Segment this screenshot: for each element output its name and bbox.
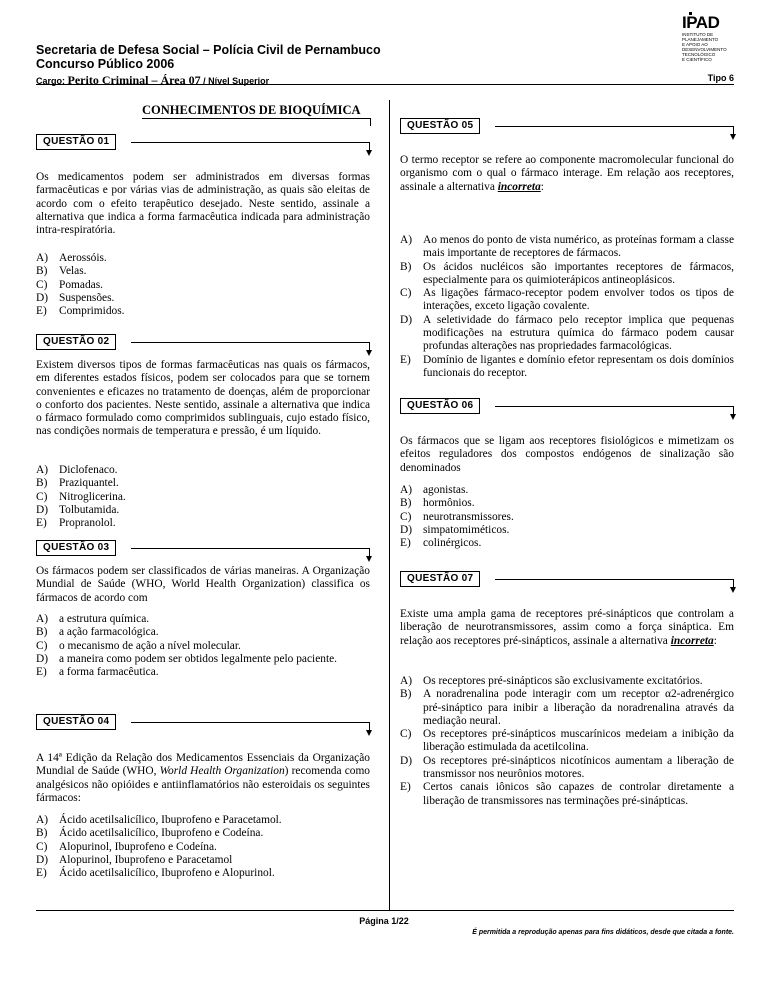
ipad-logo [682,14,738,70]
header-rule [36,84,734,85]
option-letter: C) [400,287,412,300]
option-text: a maneira como podem ser obtidos legalmente pelo paciente. [59,652,338,665]
option-letter: D) [36,291,49,304]
option-text: o mecanismo de ação a nível molecular. [59,639,241,652]
option-letter: B) [36,477,48,490]
option-text: hormônios. [423,497,475,510]
question-label: QUESTÃO 03 [36,540,116,556]
option-text: Domínio de ligantes e domínio efetor representam os dois domínios funcionais do receptor. [423,353,734,379]
options-list [36,464,370,530]
option-b[interactable] [400,688,734,728]
option-text: Suspensões. [59,291,115,304]
option-letter: E) [36,517,47,530]
option-text: Ácido acetilsalicílico, Ibuprofeno e Codeína. [59,827,264,840]
option-text: Os receptores pré-sinápticos muscarínicos medeiam a inibição da liberação estimulada da acetilcolina. [423,728,734,754]
option-letter: C) [36,840,48,853]
option-a[interactable] [400,234,734,261]
option-e[interactable] [36,666,370,679]
question-header [36,540,370,556]
options-list [36,613,370,679]
option-a[interactable] [36,252,370,265]
stem-text: O termo receptor se refere ao componente macromolecular funcional do organismo com o qual o fármaco interage. Em relação aos receptores, assinale a alternativa [400,154,734,193]
section-title-rule [142,118,370,119]
option-c[interactable] [36,491,370,504]
stem-emphasis: incorreta [497,180,541,193]
option-d[interactable] [400,755,734,782]
question-header [36,714,370,730]
option-e[interactable] [400,537,734,550]
stem-text: Existe uma ampla gama de receptores pré-sinápticos que controlam a liberação de neurotransmissores, assim como a força sináptica. Em relação aos receptores pré-sinápticos, assinale a alternativa [400,608,734,647]
cargo-level: / Nível Superior [200,76,270,86]
option-c[interactable] [36,841,370,854]
options-list [400,675,734,808]
option-letter: D) [36,652,49,665]
question-rule [131,142,370,143]
option-text: Alopurinol, Ibuprofeno e Paracetamol [59,853,233,866]
option-letter: B) [400,497,412,510]
arrow-down-icon [730,134,736,140]
option-letter: D) [400,754,413,767]
question-header [400,118,734,134]
option-b[interactable] [36,265,370,278]
left-column-rule [370,118,371,126]
question-label: QUESTÃO 02 [36,334,116,350]
option-text: Ao menos do ponto de vista numérico, as proteínas formam a classe mais importante de receptores de fármacos. [423,234,734,260]
option-e[interactable] [36,305,370,318]
logo-subtitle-line: INSTITUTO DE [682,32,714,37]
option-letter: B) [36,827,48,840]
question-header [36,134,370,150]
question-stem: Os fármacos podem ser classificados de várias maneiras. A Organização Mundial de Saúde (WHO, World Health Organization) classifica os fármacos de acordo com [36,565,370,604]
option-text: a ação farmacológica. [59,626,159,639]
stem-text: : [713,634,717,647]
options-list [400,234,734,380]
logo-subtitle-line: TECNOLÓGICO [682,52,716,58]
option-c[interactable] [400,728,734,755]
option-text: Alopurinol, Ibuprofeno e Codeína. [59,840,217,853]
question-header [400,571,734,587]
logo-subtitle-line: PLANEJAMENTO [682,37,719,43]
header-tipo: Tipo 6 [707,73,734,83]
option-text: Tolbutamida. [59,503,120,516]
option-a[interactable] [36,613,370,626]
option-letter: D) [400,313,413,326]
question-label: QUESTÃO 06 [400,398,480,414]
option-text: simpatomiméticos. [423,523,510,536]
header-exam: Concurso Público 2006 [36,57,175,71]
option-letter: B) [36,626,48,639]
option-letter: C) [36,639,48,652]
option-text: A seletividade do fármaco pelo receptor implica que pequenas modificações na estrutura química do fármaco podem causar profundas alterações nas propriedades farmacológicas. [423,313,734,353]
option-text: Certos canais iônicos são capazes de controlar diretamente a liberação de transmissores nas terminações pré-sinápticas. [423,781,734,807]
option-text: Praziquantel. [59,477,119,490]
option-letter: A) [36,464,49,476]
arrow-down-icon [730,587,736,593]
stem-italic: World Health Organization [159,765,285,778]
footer-note: É permitida a reprodução apenas para fins didáticos, desde que citada a fonte. [472,929,734,936]
stem-text: : [540,180,544,193]
option-text: Nitroglicerina. [59,490,126,503]
header-institution: Secretaria de Defesa Social – Polícia Civil de Pernambuco [36,43,381,57]
stem-text: ) recomenda como analgésicos não opióides e antiinflamatórios não esteroidais os seguintes fármacos: [36,765,370,804]
question-stem [400,608,734,648]
logo-subtitle-line: DESENVOLVIMENTO [682,47,727,53]
option-letter: D) [400,523,413,536]
option-d[interactable] [36,854,370,867]
option-letter: E) [36,867,47,880]
options-list [400,484,734,550]
question-rule [131,548,370,549]
option-letter: B) [400,260,412,273]
option-b[interactable] [36,477,370,490]
arrow-down-icon [366,556,372,562]
option-text: Ácido acetilsalicílico, Ibuprofeno e Alopurinol. [59,867,275,880]
logo-subtitle-line: E APOIO AO [682,42,708,48]
cargo-label: Cargo: [36,76,68,86]
option-letter: B) [36,265,48,278]
section-title: CONHECIMENTOS DE BIOQUÍMICA [142,103,361,117]
arrow-down-icon [366,350,372,356]
option-letter: C) [36,278,48,291]
option-text: colinérgicos. [423,537,482,550]
option-text: Velas. [59,265,87,278]
footer-rule [36,910,734,911]
option-c[interactable] [36,640,370,653]
option-text: Os receptores pré-sinápticos são exclusivamente excitatórios. [423,675,703,687]
option-letter: E) [400,781,411,794]
question-stem: Os medicamentos podem ser administrados em diversas formas farmacêuticas e por várias vias de administração, as quais são eleitas de acordo com o efeito terapêutico desejado. Neste sentido, assinale a alternativa que indica a forma farmacêutica indicada para administração intra-respiratória. [36,171,370,237]
option-letter: A) [36,252,49,264]
option-letter: E) [36,305,47,318]
option-e[interactable] [400,781,734,808]
option-e[interactable] [400,354,734,381]
option-b[interactable] [400,261,734,288]
option-text: As ligações fármaco-receptor podem envolver todos os tipos de interações, exceto ligação covalente. [423,287,734,313]
option-letter: E) [400,537,411,550]
option-text: agonistas. [423,484,469,496]
option-letter: C) [400,728,412,741]
option-letter: A) [36,613,49,625]
question-label: QUESTÃO 04 [36,714,116,730]
option-d[interactable] [400,314,734,354]
option-b[interactable] [36,827,370,840]
option-text: Pomadas. [59,278,103,291]
option-letter: A) [400,484,413,496]
option-letter: A) [36,814,49,826]
option-text: Aerossóis. [59,252,107,264]
logo-subtitle-line: E CIENTÍFICO [682,57,712,63]
options-list [36,814,370,880]
question-stem: Existem diversos tipos de formas farmacêuticas nas quais os fármacos, em diferentes estados físicos, podem ser colocados para que se tornem convenientes e eficazes no tratamento de doenças, além de proporcionar o conforto dos pacientes. Neste sentido, assinale a alternativa que indica o fármaco formulado como comprimidos sublinguais, cujo estado físico, nas condições normais de temperatura e pressão, é um líquido. [36,359,370,438]
option-letter: B) [400,688,412,701]
option-letter: D) [36,853,49,866]
question-rule [495,126,734,127]
option-c[interactable] [400,511,734,524]
column-divider [389,100,390,910]
page-number: Página 1/22 [359,916,409,926]
option-text: Propranolol. [59,517,116,530]
logo-name: IPAD [682,13,720,32]
option-b[interactable] [36,626,370,639]
option-text: a estrutura química. [59,613,150,625]
option-letter: A) [400,675,413,687]
option-letter: C) [36,490,48,503]
option-d[interactable] [36,292,370,305]
question-stem [36,752,370,805]
option-text: Os receptores pré-sinápticos nicotínicos aumentam a liberação de transmissor nos neurônios motores. [423,754,734,781]
cargo-value: Perito Criminal – Área 07 [67,73,201,87]
arrow-down-icon [366,150,372,156]
question-label: QUESTÃO 07 [400,571,480,587]
question-rule [131,722,370,723]
stem-emphasis: incorreta [670,634,714,647]
stem-text: A 14ª Edição da Relação dos Medicamentos Essenciais da Organização Mundial de Saúde (WHO, [36,752,370,778]
option-a[interactable] [36,814,370,827]
question-label: QUESTÃO 01 [36,134,116,150]
option-text: Diclofenaco. [59,464,118,476]
option-e[interactable] [36,517,370,530]
option-text: Comprimidos. [59,305,125,318]
option-a[interactable] [400,675,734,688]
option-letter: C) [400,510,412,523]
option-text: neurotransmissores. [423,510,514,523]
arrow-down-icon [730,414,736,420]
option-letter: D) [36,503,49,516]
option-letter: E) [36,666,47,679]
options-list [36,252,370,318]
option-text: Ácido acetilsalicílico, Ibuprofeno e Paracetamol. [59,814,282,826]
header-cargo [36,73,269,88]
option-text: Os ácidos nucléicos são importantes receptores de fármacos, especialmente para os quimioterápicos antineoplásicos. [423,260,734,286]
option-d[interactable] [400,524,734,537]
option-letter: E) [400,353,411,366]
option-text: a forma farmacêutica. [59,666,159,679]
option-b[interactable] [400,497,734,510]
question-stem: Os fármacos que se ligam aos receptores fisiológicos e mimetizam os efeitos reguladores dos compostos endógenos de sinalização são denominados [400,435,734,474]
option-letter: A) [400,234,413,246]
question-header [36,334,370,350]
option-c[interactable] [36,279,370,292]
question-stem [400,154,734,194]
option-text: A noradrenalina pode interagir com um receptor α2-adrenérgico pré-sináptico para inibir a liberação da noradrenalina através da mediação neural. [423,688,734,727]
option-d[interactable] [36,653,370,666]
option-d[interactable] [36,504,370,517]
option-c[interactable] [400,287,734,314]
option-a[interactable] [36,464,370,477]
question-rule [131,342,370,343]
question-rule [495,579,734,580]
question-header [400,398,734,414]
option-a[interactable] [400,484,734,497]
question-label: QUESTÃO 05 [400,118,480,134]
option-e[interactable] [36,867,370,880]
question-rule [495,406,734,407]
logo-subtitle [682,32,727,63]
arrow-down-icon [366,730,372,736]
